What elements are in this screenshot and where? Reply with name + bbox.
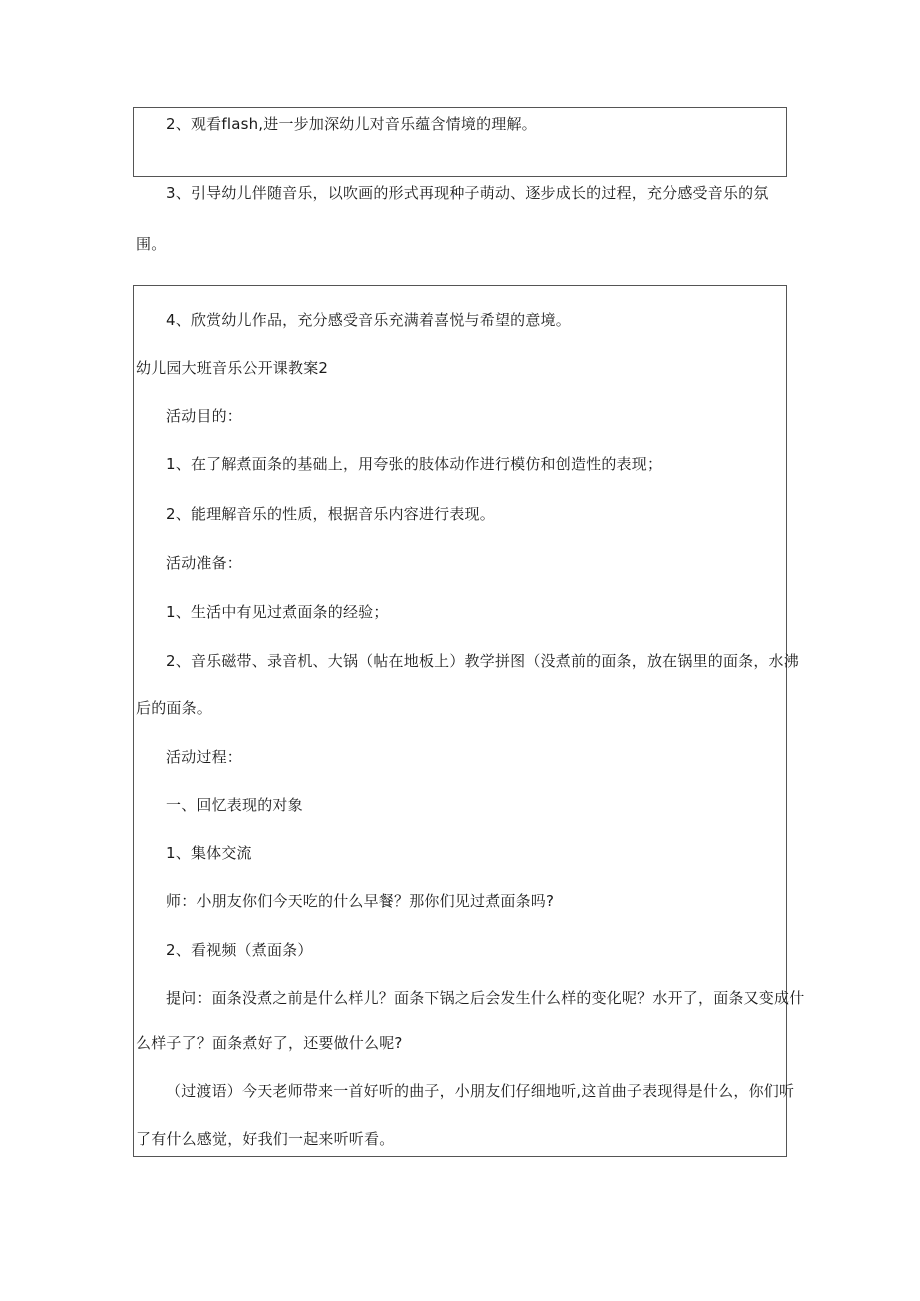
paragraph-item-2: 2、观看flash,进一步加深幼儿对音乐蕴含情境的理解。 <box>166 115 537 133</box>
step-2: 2、看视频（煮面条） <box>166 941 313 959</box>
teacher-line: 师：小朋友你们今天吃的什么早餐？那你们见过煮面条吗? <box>166 892 555 910</box>
paragraph-item-3-line-1: 3、引导幼儿伴随音乐，以吹画的形式再现种子萌动、逐步成长的过程，充分感受音乐的氛 <box>166 184 769 202</box>
prep-heading: 活动准备： <box>166 554 243 572</box>
transition-line-1: （过渡语）今天老师带来一首好听的曲子，小朋友们仔细地听,这首曲子表现得是什么，你们听 <box>166 1082 795 1100</box>
goal-item-2: 2、能理解音乐的性质，根据音乐内容进行表现。 <box>166 505 495 523</box>
section-heading-1: 一、回忆表现的对象 <box>166 796 303 814</box>
process-heading: 活动过程： <box>166 748 243 766</box>
transition-line-2: 了有什么感觉，好我们一起来听听看。 <box>136 1130 395 1148</box>
paragraph-item-4: 4、欣赏幼儿作品，充分感受音乐充满着喜悦与希望的意境。 <box>166 311 571 329</box>
step-1: 1、集体交流 <box>166 844 252 862</box>
goal-item-1: 1、在了解煮面条的基础上，用夸张的肢体动作进行模仿和创造性的表现； <box>166 455 663 473</box>
prep-item-1: 1、生活中有见过煮面条的经验； <box>166 603 389 621</box>
paragraph-item-3-line-2: 围。 <box>136 235 167 253</box>
prep-item-2-line-2: 后的面条。 <box>136 699 213 717</box>
goal-heading: 活动目的： <box>166 407 243 425</box>
document-title: 幼儿园大班音乐公开课教案2 <box>136 359 329 377</box>
question-line-2: 么样子了？面条煮好了，还要做什么呢? <box>136 1034 403 1052</box>
question-line-1: 提问：面条没煮之前是什么样儿？面条下锅之后会发生什么样的变化呢？水开了，面条又变成什 <box>166 989 805 1007</box>
prep-item-2-line-1: 2、音乐磁带、录音机、大锅（帖在地板上）教学拼图（没煮前的面条，放在锅里的面条，水沸 <box>166 652 799 670</box>
